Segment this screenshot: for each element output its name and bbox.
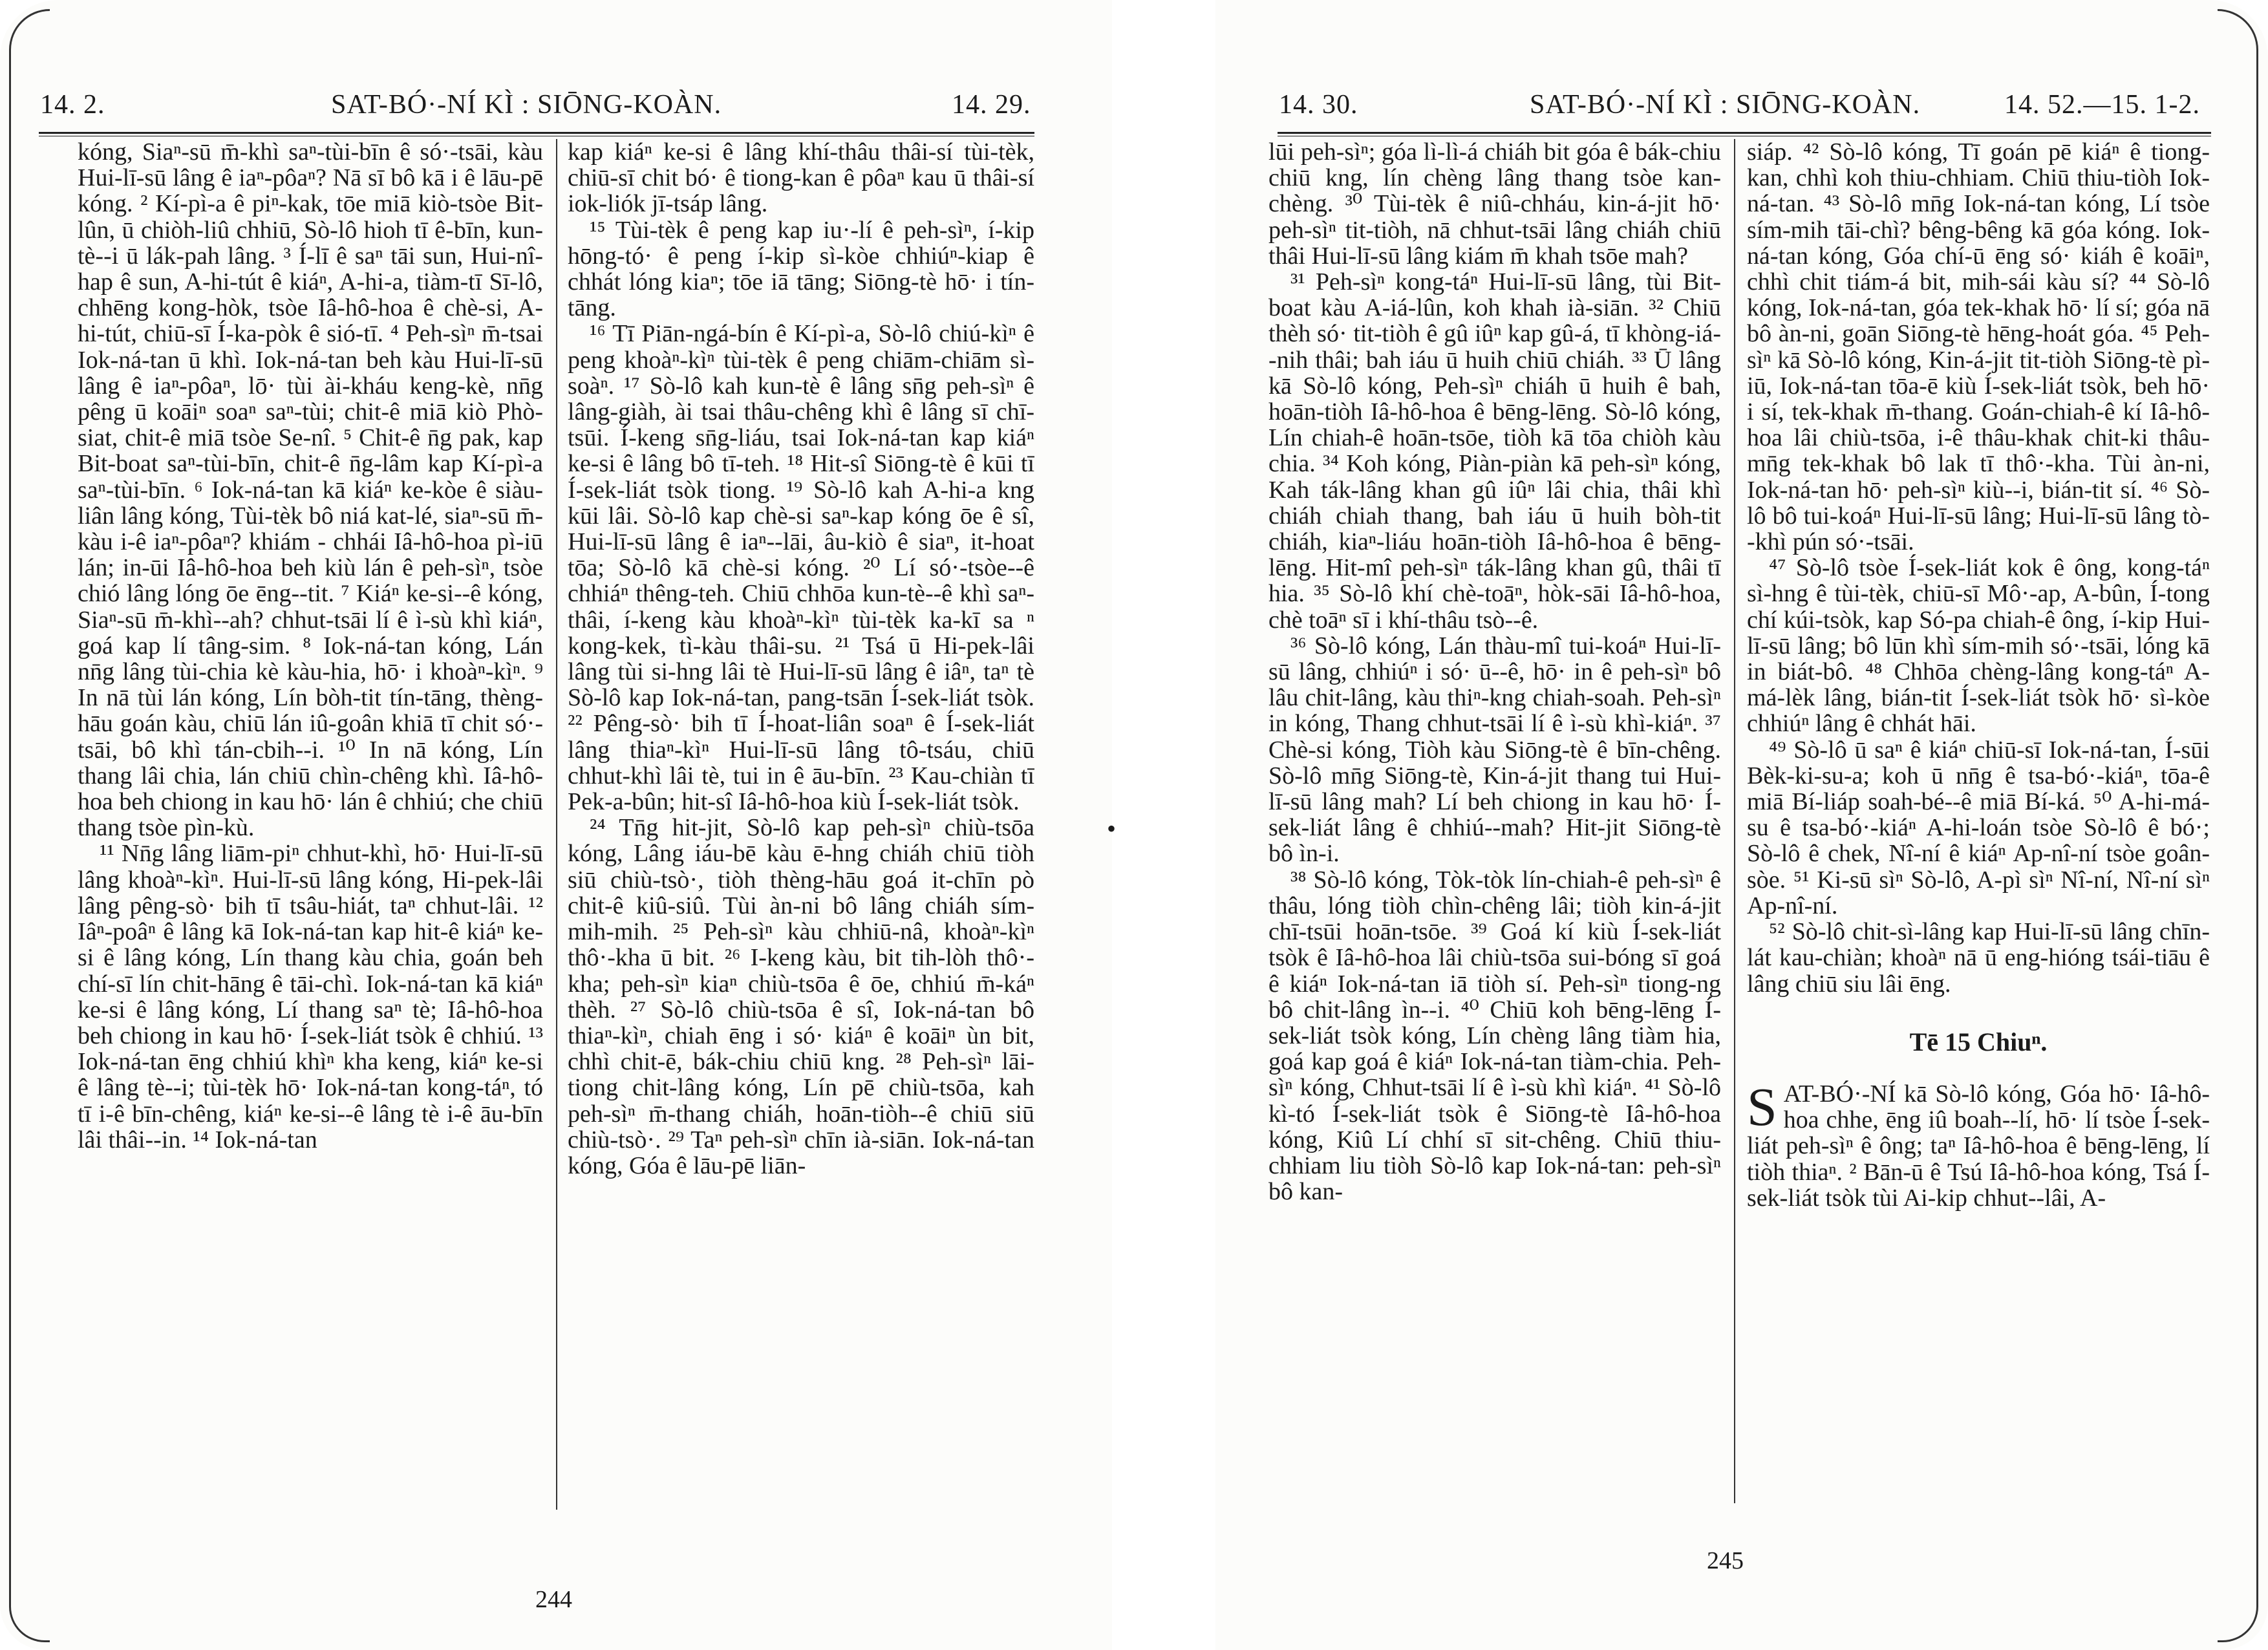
paragraph: siáp. ⁴² Sò-lô kóng, Tī goán pē kiáⁿ ê tiong-kan, chhì koh thiu-chhiam. Chiū thiu-tiòh Iok-ná-tan. ⁴³ Sò-lô mn̄g Iok-ná-tan kóng, Lí tsòe sím-mih tāi-chì? bêng-bêng kā góa kóng. Iok-ná-tan kóng, Góa chí-ū ēng só· kiáh ê koāiⁿ, chhì chit tiám-á bit, mih-sái kàu sí? ⁴⁴ Sò-lô kóng, Iok-ná-tan, góa tek-khak hō· lí sí; góa nā bô àn-ni, goān Siōng-tè hēng-hoát góa. ⁴⁵ Peh-sìⁿ kā Sò-lô kóng, Kin-á-jit tit-tiòh Siōng-tè pì-iū, Iok-ná-tan tōa-ē kiù Í-sek-liát tsòk, beh hō· i sí, tek-khak m̄-thang. Goán-chiah-ê kí Iâ-hô-hoa lâi chiù-tsōa, i-ê thâu-khak chit-ki thâu-mn̄g tek-khak bô lak tī thô·-kha. Tùi àn-ni, Iok-ná-tan hō· peh-sìⁿ kiù--i, bián-tit sí. ⁴⁶ Sò-lô bô tui-koáⁿ Hui-lī-sū lâng; Hui-lī-sū lâng tò--khì pún só·-tsāi. — [1747, 139, 2210, 556]
left-header-title: SAT-BÓ·-NÍ KÌ : SIŌNG-KOÀN. — [331, 90, 722, 120]
paragraph: ³⁸ Sò-lô kóng, Tòk-tòk lín-chiah-ê peh-sìⁿ ê thâu, lóng tiòh chìn-chêng lâi; tiòh kin-á-jit chī-tsūi hoān-tsōe. ³⁹ Goá kí kiù Í-sek-liát tsòk ê Iâ-hô-hoa lâi chiù-tsōa sui-bóng sī goá ê kiáⁿ Iok-ná-tan iā tiòh sí. Peh-sìⁿ tiong-ng bô chit-lâng ìn--i. ⁴⁰ Chiū koh bēng-lēng Í-sek-liát tsòk kóng, Lín chèng lâng tiàm hia, goá kap goá ê kiáⁿ Iok-ná-tan tiàm-chia. Peh-sìⁿ kóng, Chhut-tsāi lí ê ì-sù khì kiáⁿ. ⁴¹ Sò-lô kì-tó Í-sek-liát tsòk ê Siōng-tè Iâ-hô-hoa kóng, Kiû Lí chhí sī sit-chêng. Chiū thiu-chhiam liu tiòh Sò-lô kap Iok-ná-tan: peh-sìⁿ bô kan- — [1268, 866, 1721, 1206]
right-header-chapter-verse-end: 14. 52.—15. 1-2. — [2004, 90, 2200, 120]
paragraph: ¹⁶ Tī Piān-ngá-bín ê Kí-pì-a, Sò-lô chiú-kìⁿ ê peng khoàⁿ-kìⁿ tùi-tèk ê peng chiām-chiām sì-soàⁿ. ¹⁷ Sò-lô kah kun-tè ê lâng sn̄g peh-sìⁿ ê lâng-giàh, ài tsai thâu-chêng khì ê lâng sī chī-tsūi. Í-keng sn̄g-liáu, tsai Iok-ná-tan kap kiáⁿ ke-si ê lâng bô tī-teh. ¹⁸ Hit-sî Siōng-tè ê kūi tī Í-sek-liát tsòk tiong. ¹⁹ Sò-lô kah A-hi-a kng kūi lâi. Sò-lô kap chè-si saⁿ-kap kóng ōe ê sî, Hui-lī-sū lâng ê iaⁿ--lāi, âu-kiò ê siaⁿ, it-hoat tōa; Sò-lô kā chè-si kóng. ²⁰ Lí só·-tsòe--ê chhiáⁿ thêng-teh. Chiū chhōa kun-tè--ê khì saⁿ-thâi, í-keng kàu khoàⁿ-kìⁿ tùi-tèk ka-kī sa ⁿ kong-kek, tì-kàu thâi-su. ²¹ Tsá ū Hi-pek-lâi lâng tùi si-hng lâi tè Hui-lī-sū lâng ê iâⁿ, taⁿ tè Sò-lô kap Iok-ná-tan, pang-tsān Í-sek-liát tsòk. ²² Pêng-sò· bih tī Í-hoat-liân soaⁿ ê Í-sek-liát lâng thiaⁿ-kìⁿ Hui-lī-sū lâng tô-tsáu, chiū chhut-khì lâi tè, tui in ê āu-bīn. ²³ Kau-chiàn tī Pek-a-bûn; hit-sî Iâ-hô-hoa kiù Í-sek-liát tsòk. — [568, 320, 1034, 816]
paragraph: ⁵² Sò-lô chit-sì-lâng kap Hui-lī-sū lâng chīn-lát kau-chiàn; khoàⁿ nā ū eng-hióng tsái-tiāu ê lâng chiū siu lâi ēng. — [1747, 918, 2210, 998]
paragraph: ¹⁵ Tùi-tèk ê peng kap iu·-lí ê peh-sìⁿ, í-kip hōng-tó· ê peng í-kip sì-kòe chhiúⁿ-kiap ê chhát lóng kiaⁿ; tōe iā tāng; Siōng-tè hō· i tín-tāng. — [568, 216, 1034, 322]
right-page-column-1 — [1268, 139, 1721, 1555]
right-header-chapter-verse-start: 14. 30. — [1279, 90, 1358, 120]
drop-cap: S — [1747, 1077, 1777, 1137]
gutter-mark: • — [1107, 814, 1117, 843]
paragraph: kap kiáⁿ ke-si ê lâng khí-thâu thâi-sí tùi-tèk, chiū-sī chit bó· ê tiong-kan ê pôaⁿ kau ū thâi-sí iok-liók jī-tsáp lâng. — [568, 139, 1034, 218]
paragraph: ⁴⁹ Sò-lô ū saⁿ ê kiáⁿ chiū-sī Iok-ná-tan, Í-sūi Bèk-ki-su-a; koh ū nn̄g ê tsa-bó·-kiáⁿ, tōa-ê miā Bí-liáp soah-bé--ê miā Bí-ká. ⁵⁰ A-hi-má-su ê tsa-bó·-kiáⁿ A-hi-loán tsòe Sò-lô ê bó·; Sò-lô ê chek, Nî-ní ê kiáⁿ Ap-nî-ní tsòe goân-sòe. ⁵¹ Ki-sū sìⁿ Sò-lô, A-pì sìⁿ Nî-ní, Nî-ní sìⁿ Ap-nî-ní. — [1747, 736, 2210, 919]
left-header-chapter-verse-end: 14. 29. — [952, 90, 1031, 120]
right-page-column-divider — [1734, 139, 1735, 1503]
left-page-column-divider — [556, 139, 557, 1510]
right-running-header — [1279, 89, 2210, 134]
right-page-number: 245 — [1707, 1547, 1744, 1574]
left-page-column-2 — [568, 139, 1034, 1581]
right-page-column-2 — [1747, 139, 2210, 1561]
paragraph: kóng, Siaⁿ-sū m̄-khì saⁿ-tùi-bīn ê só·-tsāi, kàu Hui-lī-sū lâng ê iaⁿ-pôaⁿ? Nā sī bô kā i ê lāu-pē kóng. ² Kí-pì-a ê piⁿ-kak, tōe miā kiò-tsòe Bit-lûn, ū chiòh-liû chhiū, Sò-lô hioh tī ê-bīn, kun-tè--i ū lák-pah lâng. ³ Í-lī ê saⁿ tāi sun, Hui-nî-hap ê sun, A-hi-tút ê kiáⁿ, A-hi-a, tiàm-tī Sī-lô, chhēng kong-hòk, tsòe Iâ-hô-hoa ê chè-si, A-hi-tút, chiū-sī Í-ka-pòk ê sió-tī. ⁴ Peh-sìⁿ m̄-tsai Iok-ná-tan ū khì. Iok-ná-tan beh kàu Hui-lī-sū lâng ê iaⁿ-pôaⁿ, lō· tùi ài-kháu keng-kè, nn̄g pêng ū koāiⁿ soaⁿ saⁿ-tùi; chit-ê miā kiò Phò-siat, chit-ê miā tsòe Se-nî. ⁵ Chit-ê n̄g pak, kap Bit-boat saⁿ-tùi-bīn, chit-ê n̄g-lâm kap Kí-pì-a saⁿ-tùi-bīn. ⁶ Iok-ná-tan kā kiáⁿ ke-kòe ê siàu-liân lâng kóng, Tùi-tèk bô niá kat-lé, siaⁿ-sū m̄-kàu i-ê iaⁿ-pôaⁿ? khiám - chhái Iâ-hô-hoa pì-iū lán; in-ūi Iâ-hô-hoa beh kiù lán ê peh-sìⁿ, tsòe chió lâng lóng ōe ēng--tit. ⁷ Kiáⁿ ke-si--ê kóng, Siaⁿ-sū m̄-khì--ah? chhut-tsāi lí ê ì-sù khì kiáⁿ, goá kap lí tâng-sim. ⁸ Iok-ná-tan kóng, Lán nn̄g lâng tùi-chia kè kàu-hia, hō· i khoàⁿ-kìⁿ. ⁹ In nā tùi lán kóng, Lín bòh-tit tín-tāng, thèng-hāu goán kàu, chiū lán iû-goân khiā tī chit só·-tsāi, bô khì tán-cbih--i. ¹⁰ In nā kóng, Lín thang lâi chia, lán chiū chìn-chêng khì. Iâ-hô-hoa beh chiong in kau hō· lán ê chhiú; che chiū thang tsòe pìn-kù. — [78, 139, 543, 842]
left-running-header — [40, 89, 1036, 134]
left-page-column-1 — [78, 139, 543, 1581]
chapter-opening-text: AT-BÓ·-NÍ kā Sò-lô kóng, Góa hō· Iâ-hô-hoa chhe, ēng iû boah--lí, hō· lí tsòe Í-sek-liát peh-sìⁿ ê ông; taⁿ Iâ-hô-hoa ê bēng-lēng, lí tiòh thiaⁿ. ² Bān-ū ê Tsú Iâ-hô-hoa kóng, Tsá Í-sek-liát tsòk tùi Ai-kip chhut--lâi, A- — [1747, 1080, 2210, 1212]
right-page-edge — [2218, 9, 2258, 1642]
left-page-edge — [9, 9, 50, 1642]
chapter-heading: Tē 15 Chiuⁿ. — [1909, 1027, 2048, 1056]
paragraph: ³¹ Peh-sìⁿ kong-táⁿ Hui-lī-sū lâng, tùi Bit-boat kàu A-iá-lûn, koh khah ià-siān. ³² Chiū thèh só· tit-tiòh ê gû iûⁿ kap gû-á, tī khòng-iá--nih thâi; bah iáu ū huih chiū chiáh. ³³ Ū lâng kā Sò-lô kóng, Peh-sìⁿ chiáh ū huih ê bah, hoān-tiòh Iâ-hô-hoa ê bēng-lēng. Sò-lô kóng, Lín chiah-ê hoān-tsōe, tiòh kā tōa chiòh kàu chia. ³⁴ Koh kóng, Piàn-piàn kā peh-sìⁿ kóng, Kah ták-lâng khan gû iûⁿ lâi chia, thâi khì chiáh chiah thang, bah iáu ū huih bòh-tit chiáh, kiaⁿ-liáu hoān-tiòh Iâ-hô-hoa ê bēng-lēng. Hit-mî peh-sìⁿ ták-lâng khan gû, thâi tī hia. ³⁵ Sò-lô khí chè-toāⁿ, hòk-sāi Iâ-hô-hoa, chè toāⁿ sī i khí-thâu tsò--ê. — [1268, 268, 1721, 634]
paragraph: lūi peh-sìⁿ; góa lì-lì-á chiáh bit góa ê bák-chiu chiū kng, lín chèng lâng thang tsòe kan-chèng. ³⁰ Tùi-tèk ê niû-chháu, kin-á-jit hō· peh-sìⁿ tit-tiòh, nā chhut-tsāi lâng chiáh chiū thâi Hui-lī-sū lâng kiám m̄ khah tsōe mah? — [1268, 139, 1721, 270]
chapter-opening-paragraph — [1747, 1077, 2210, 1212]
right-header-rule — [1278, 132, 2211, 136]
left-page-number: 244 — [535, 1586, 572, 1613]
paragraph: ²⁴ Tn̄g hit-jit, Sò-lô kap peh-sìⁿ chiù-tsōa kóng, Lâng iáu-bē kàu ē-hng chiáh chiū tiòh siū chiù-tsò·, tiòh thèng-hāu goá it-chīn pò chit-ê kiû-siû. Tùi àn-ni bô lâng chiáh sím-mih-mih. ²⁵ Peh-sìⁿ kàu chhiū-nâ, khoàⁿ-kìⁿ thô·-kha ū bit. ²⁶ I-keng kàu, bit tih-lòh thô·-kha; peh-sìⁿ kiaⁿ chiù-tsōa ê ōe, chhiú m̄-káⁿ thèh. ²⁷ Sò-lô chiù-tsōa ê sî, Iok-ná-tan bô thiaⁿ-kìⁿ, chiah ēng i só· kiáⁿ ê koāiⁿ ùn bit, chhì chit-ē, bák-chiu chiū kng. ²⁸ Peh-sìⁿ lāi-tiong chit-lâng kóng, Lín pē chiù-tsōa, kah peh-sìⁿ m̄-thang chiáh, hoān-tiòh--ê chiū siū chiù-tsò·. ²⁹ Taⁿ peh-sìⁿ chīn ià-siān. Iok-ná-tan kóng, Góa ê lāu-pē liān- — [568, 814, 1034, 1179]
paragraph: ¹¹ Nn̄g lâng liām-piⁿ chhut-khì, hō· Hui-lī-sū lâng khoàⁿ-kìⁿ. Hui-lī-sū lâng kóng, Hi-pek-lâi lâng pêng-sò· bih tī tsâu-hiát, taⁿ chhut-lâi. ¹² Iâⁿ-poâⁿ ê lâng kā Iok-ná-tan kap hit-ê kiáⁿ ke-si ê lâng kóng, Lín thang kàu chia, goán beh chí-sī lín chit-hāng ê tāi-chì. Iok-ná-tan kā kiáⁿ ke-si ê lâng kóng, Lí thang saⁿ tè; Iâ-hô-hoa beh chiong in kau hō· Í-sek-liát tsòk ê chhiú. ¹³ Iok-ná-tan ēng chhiú khìⁿ kha keng, kiáⁿ ke-si ê lâng tè--i; tùi-tèk hō· Iok-ná-tan kong-táⁿ, tó tī i-ê bīn-chêng, kiáⁿ ke-si--ê lâng tè i-ê āu-bīn lâi thâi--in. ¹⁴ Iok-ná-tan — [78, 840, 543, 1153]
paragraph: ⁴⁷ Sò-lô tsòe Í-sek-liát kok ê ông, kong-táⁿ sì-hng ê tùi-tèk, chiū-sī Mô·-ap, A-bûn, Í-tong chí kúi-tsòk, kap Só-pa chiah-ê ông, í-kip Hui-lī-sū lâng; bô lūn khì sím-mih só·-tsāi, lóng kā in biát-bô. ⁴⁸ Chhōa chèng-lâng kong-táⁿ A-má-lèk lâng, bián-tit Í-sek-liát tsòk hō· sì-kòe chhiúⁿ lâng ê chhát hāi. — [1747, 554, 2210, 738]
left-header-chapter-verse-start: 14. 2. — [40, 90, 105, 120]
left-header-rule — [39, 132, 1034, 136]
paragraph: ³⁶ Sò-lô kóng, Lán thàu-mî tui-koáⁿ Hui-lī-sū lâng, chhiúⁿ i só· ū--ê, hō· in ê peh-sìⁿ bô lâu chit-lâng, kàu thiⁿ-kng chiah-soah. Peh-sìⁿ in kóng, Thang chhut-tsāi lí ê ì-sù khì-kiáⁿ. ³⁷ Chè-si kóng, Tiòh kàu Siōng-tè ê bīn-chêng. Sò-lô mn̄g Siōng-tè, Kin-á-jit thang tui Hui-lī-sū lâng mah? Lí beh chiong in kau hō· Í-sek-liát lâng ê chhiú--mah? Hit-jit Siōng-tè bô ìn-i. — [1268, 632, 1721, 868]
right-header-title: SAT-BÓ·-NÍ KÌ : SIŌNG-KOÀN. — [1530, 90, 1921, 120]
